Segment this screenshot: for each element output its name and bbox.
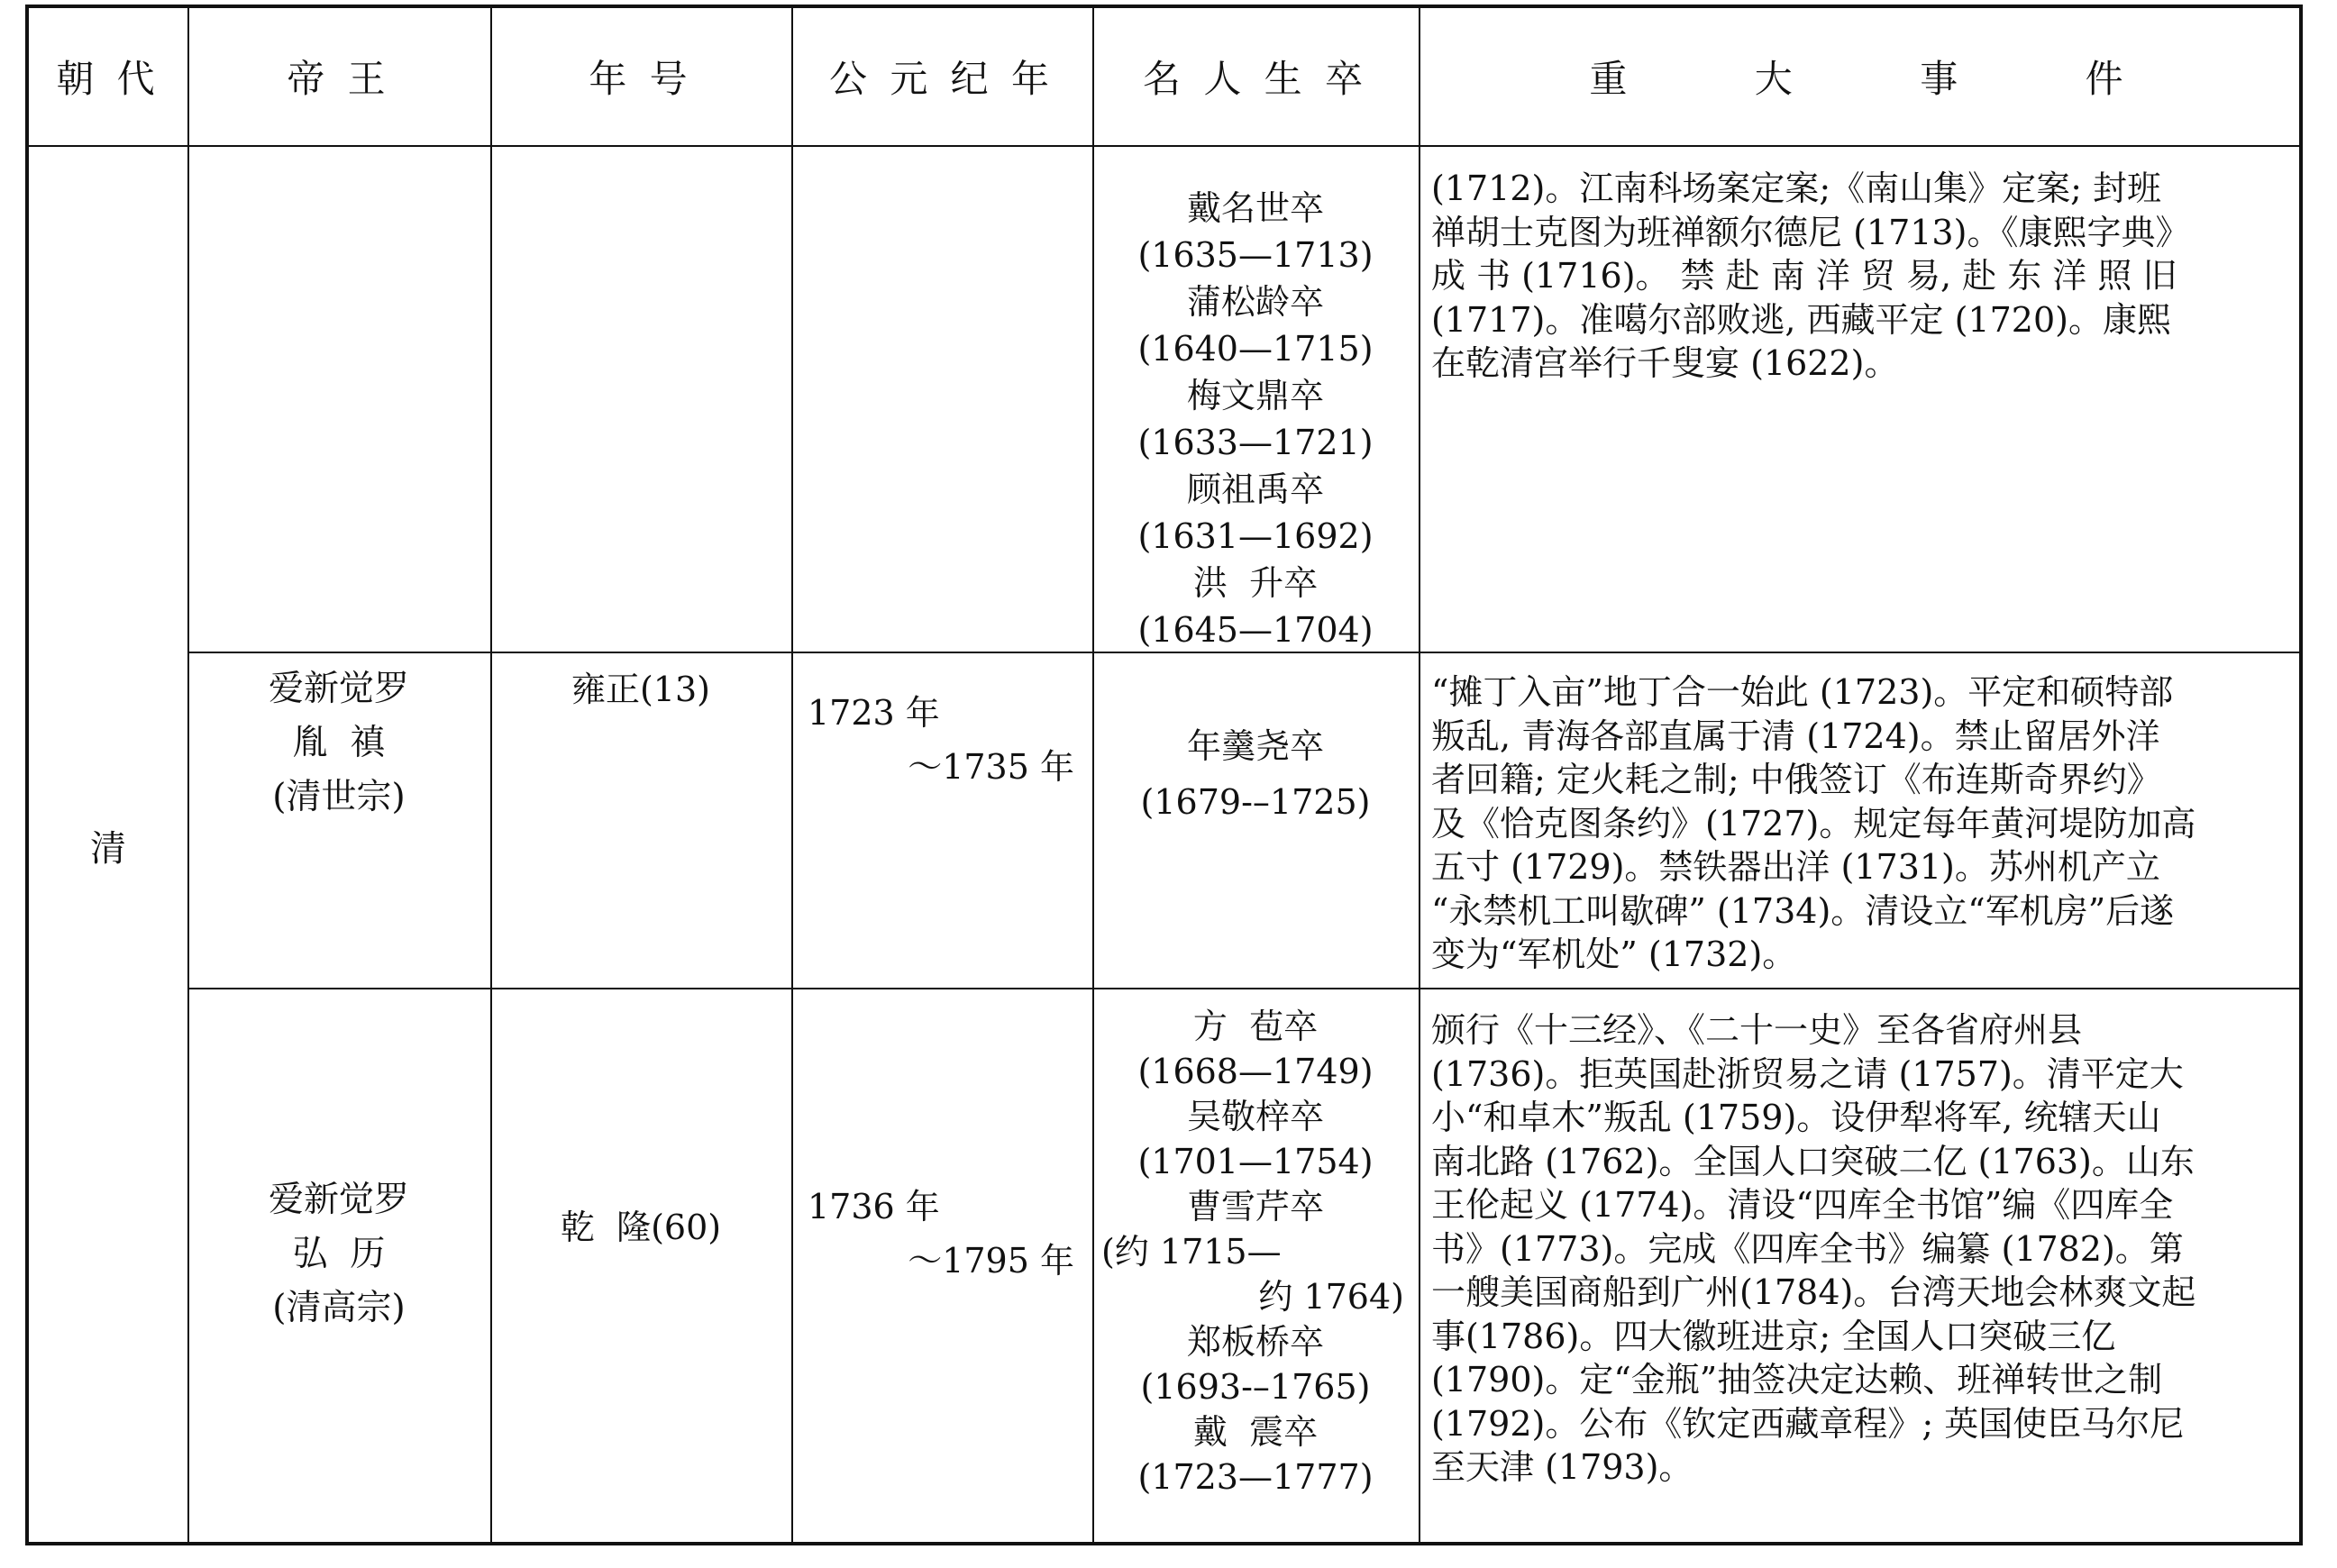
header-years: 公 元 纪 年 <box>828 57 1055 101</box>
famous-line: (1631—1692) <box>1137 516 1374 556</box>
event-line: 事(1786)。四大徽班进京; 全国人口突破三亿 <box>1431 1316 2116 1356</box>
famous-line: (1635—1713) <box>1137 235 1374 275</box>
emperor-line: 胤 禛 <box>292 723 386 763</box>
header-dynasty: 朝 代 <box>56 57 160 101</box>
event-line: “摊丁入亩”地丁合一始此 (1723)。平定和硕特部 <box>1431 672 2174 712</box>
event-line: 颁行《十三经》、《二十一史》至各省府州县 <box>1431 1010 2083 1050</box>
header-reign-title: 年 号 <box>589 57 693 101</box>
events-cell <box>1419 167 2299 386</box>
famous-line: 蒲松龄卒 <box>1186 282 1324 322</box>
famous-line: 戴 震卒 <box>1192 1412 1319 1452</box>
famous-line: 梅文鼎卒 <box>1186 376 1324 415</box>
famous-deaths-cell <box>1092 718 1419 830</box>
event-line: 至天津 (1793)。 <box>1431 1447 1693 1487</box>
famous-line: 约 1764) <box>1258 1277 1404 1317</box>
famous-line: (约 1715— <box>1101 1232 1282 1272</box>
famous-line: 年羹尧卒 <box>1186 726 1324 766</box>
reign-title-cell: 乾 隆(60) <box>560 1208 722 1247</box>
event-line: 书》(1773)。完成《四库全书》编纂 (1782)。第 <box>1431 1228 2184 1269</box>
header-events: 重 大 事 件 <box>1589 57 2129 101</box>
header-famous-deaths: 名 人 生 卒 <box>1142 57 1369 101</box>
famous-line: 戴名世卒 <box>1186 188 1324 228</box>
reign-title-cell: 雍正(13) <box>571 670 710 709</box>
event-line: (1717)。准噶尔部败逃, 西藏平定 (1720)。康熙 <box>1431 299 2171 340</box>
event-line: 者回籍; 定火耗之制; 中俄签订《布连斯奇界约》 <box>1431 760 2161 799</box>
event-line: 南北路 (1762)。全国人口突破二亿 (1763)。山东 <box>1431 1141 2195 1181</box>
famous-line: 洪 升卒 <box>1192 563 1319 603</box>
famous-line: (1693-–1765) <box>1140 1367 1371 1407</box>
event-line: “永禁机工叫歇碑” (1734)。清设立“军机房”后遂 <box>1431 890 2175 931</box>
events-cell <box>1419 1008 2299 1490</box>
famous-line: (1668—1749) <box>1137 1052 1374 1091</box>
famous-line: (1723—1777) <box>1137 1457 1374 1497</box>
famous-line: (1633—1721) <box>1137 423 1374 462</box>
famous-deaths-cell <box>1092 1004 1419 1500</box>
column-rule <box>490 8 492 1542</box>
event-line: 成 书 (1716)。 禁 赴 南 洋 贸 易, 赴 东 洋 照 旧 <box>1431 256 2177 296</box>
famous-line: 顾祖禹卒 <box>1186 469 1324 509</box>
famous-line: 吴敬梓卒 <box>1186 1097 1324 1136</box>
chronology-table <box>25 5 2303 1545</box>
row-rule <box>187 988 2299 989</box>
years-cell <box>791 1180 1092 1288</box>
famous-line: 方 苞卒 <box>1192 1007 1319 1046</box>
event-line: 叛乱, 青海各部直属于清 (1724)。禁止留居外洋 <box>1431 716 2160 756</box>
event-line: 小“和卓木”叛乱 (1759)。设伊犁将军, 统辖天山 <box>1431 1098 2161 1137</box>
years-cell <box>791 686 1092 794</box>
event-line: 王伦起义 (1774)。清设“四库全书馆”编《四库全 <box>1431 1185 2174 1225</box>
event-line: 五寸 (1729)。禁铁器出洋 (1731)。苏州机产立 <box>1431 847 2160 887</box>
year-end: ～1795 年 <box>908 1241 1074 1281</box>
emperor-cell <box>187 662 490 825</box>
header-rule <box>29 145 2299 147</box>
event-line: (1790)。定“金瓶”抽签决定达赖、班禅转世之制 <box>1431 1360 2163 1399</box>
event-line: (1712)。江南科场案定案;《南山集》定案; 封班 <box>1431 169 2162 208</box>
emperor-line: (清高宗) <box>272 1288 406 1328</box>
year-start: 1723 年 <box>808 693 940 733</box>
events-cell <box>1419 670 2299 977</box>
famous-line: (1640—1715) <box>1137 329 1374 369</box>
emperor-line: 爱新觉罗 <box>268 1180 409 1220</box>
famous-line: (1645—1704) <box>1137 610 1374 650</box>
famous-line: (1679-–1725) <box>1140 782 1371 822</box>
dynasty-cell: 清 <box>90 827 126 870</box>
event-line: 变为“军机处” (1732)。 <box>1431 934 1797 974</box>
emperor-line: 弘 历 <box>292 1234 386 1274</box>
event-line: 禅胡士克图为班禅额尔德尼 (1713)。《康熙字典》 <box>1431 212 2190 252</box>
emperor-line: 爱新觉罗 <box>268 669 409 709</box>
famous-line: 曹雪芹卒 <box>1186 1187 1324 1226</box>
year-end: ～1735 年 <box>908 747 1074 787</box>
emperor-line: (清世宗) <box>272 777 406 817</box>
event-line: 在乾清宫举行千叟宴 (1622)。 <box>1431 343 1899 383</box>
event-line: 及《恰克图条约》(1727)。规定每年黄河堤防加高 <box>1431 803 2196 843</box>
event-line: (1736)。拒英国赴浙贸易之请 (1757)。清平定大 <box>1431 1053 2184 1094</box>
year-start: 1736 年 <box>808 1187 940 1226</box>
event-line: 一艘美国商船到广州(1784)。台湾天地会林爽文起 <box>1431 1272 2196 1312</box>
famous-line: 郑板桥卒 <box>1186 1322 1324 1362</box>
famous-line: (1701—1754) <box>1137 1142 1374 1181</box>
emperor-cell <box>187 1173 490 1336</box>
header-emperor: 帝 王 <box>287 57 391 101</box>
famous-deaths-cell <box>1092 185 1419 653</box>
event-line: (1792)。公布《钦定西藏章程》; 英国使臣马尔尼 <box>1431 1403 2185 1444</box>
